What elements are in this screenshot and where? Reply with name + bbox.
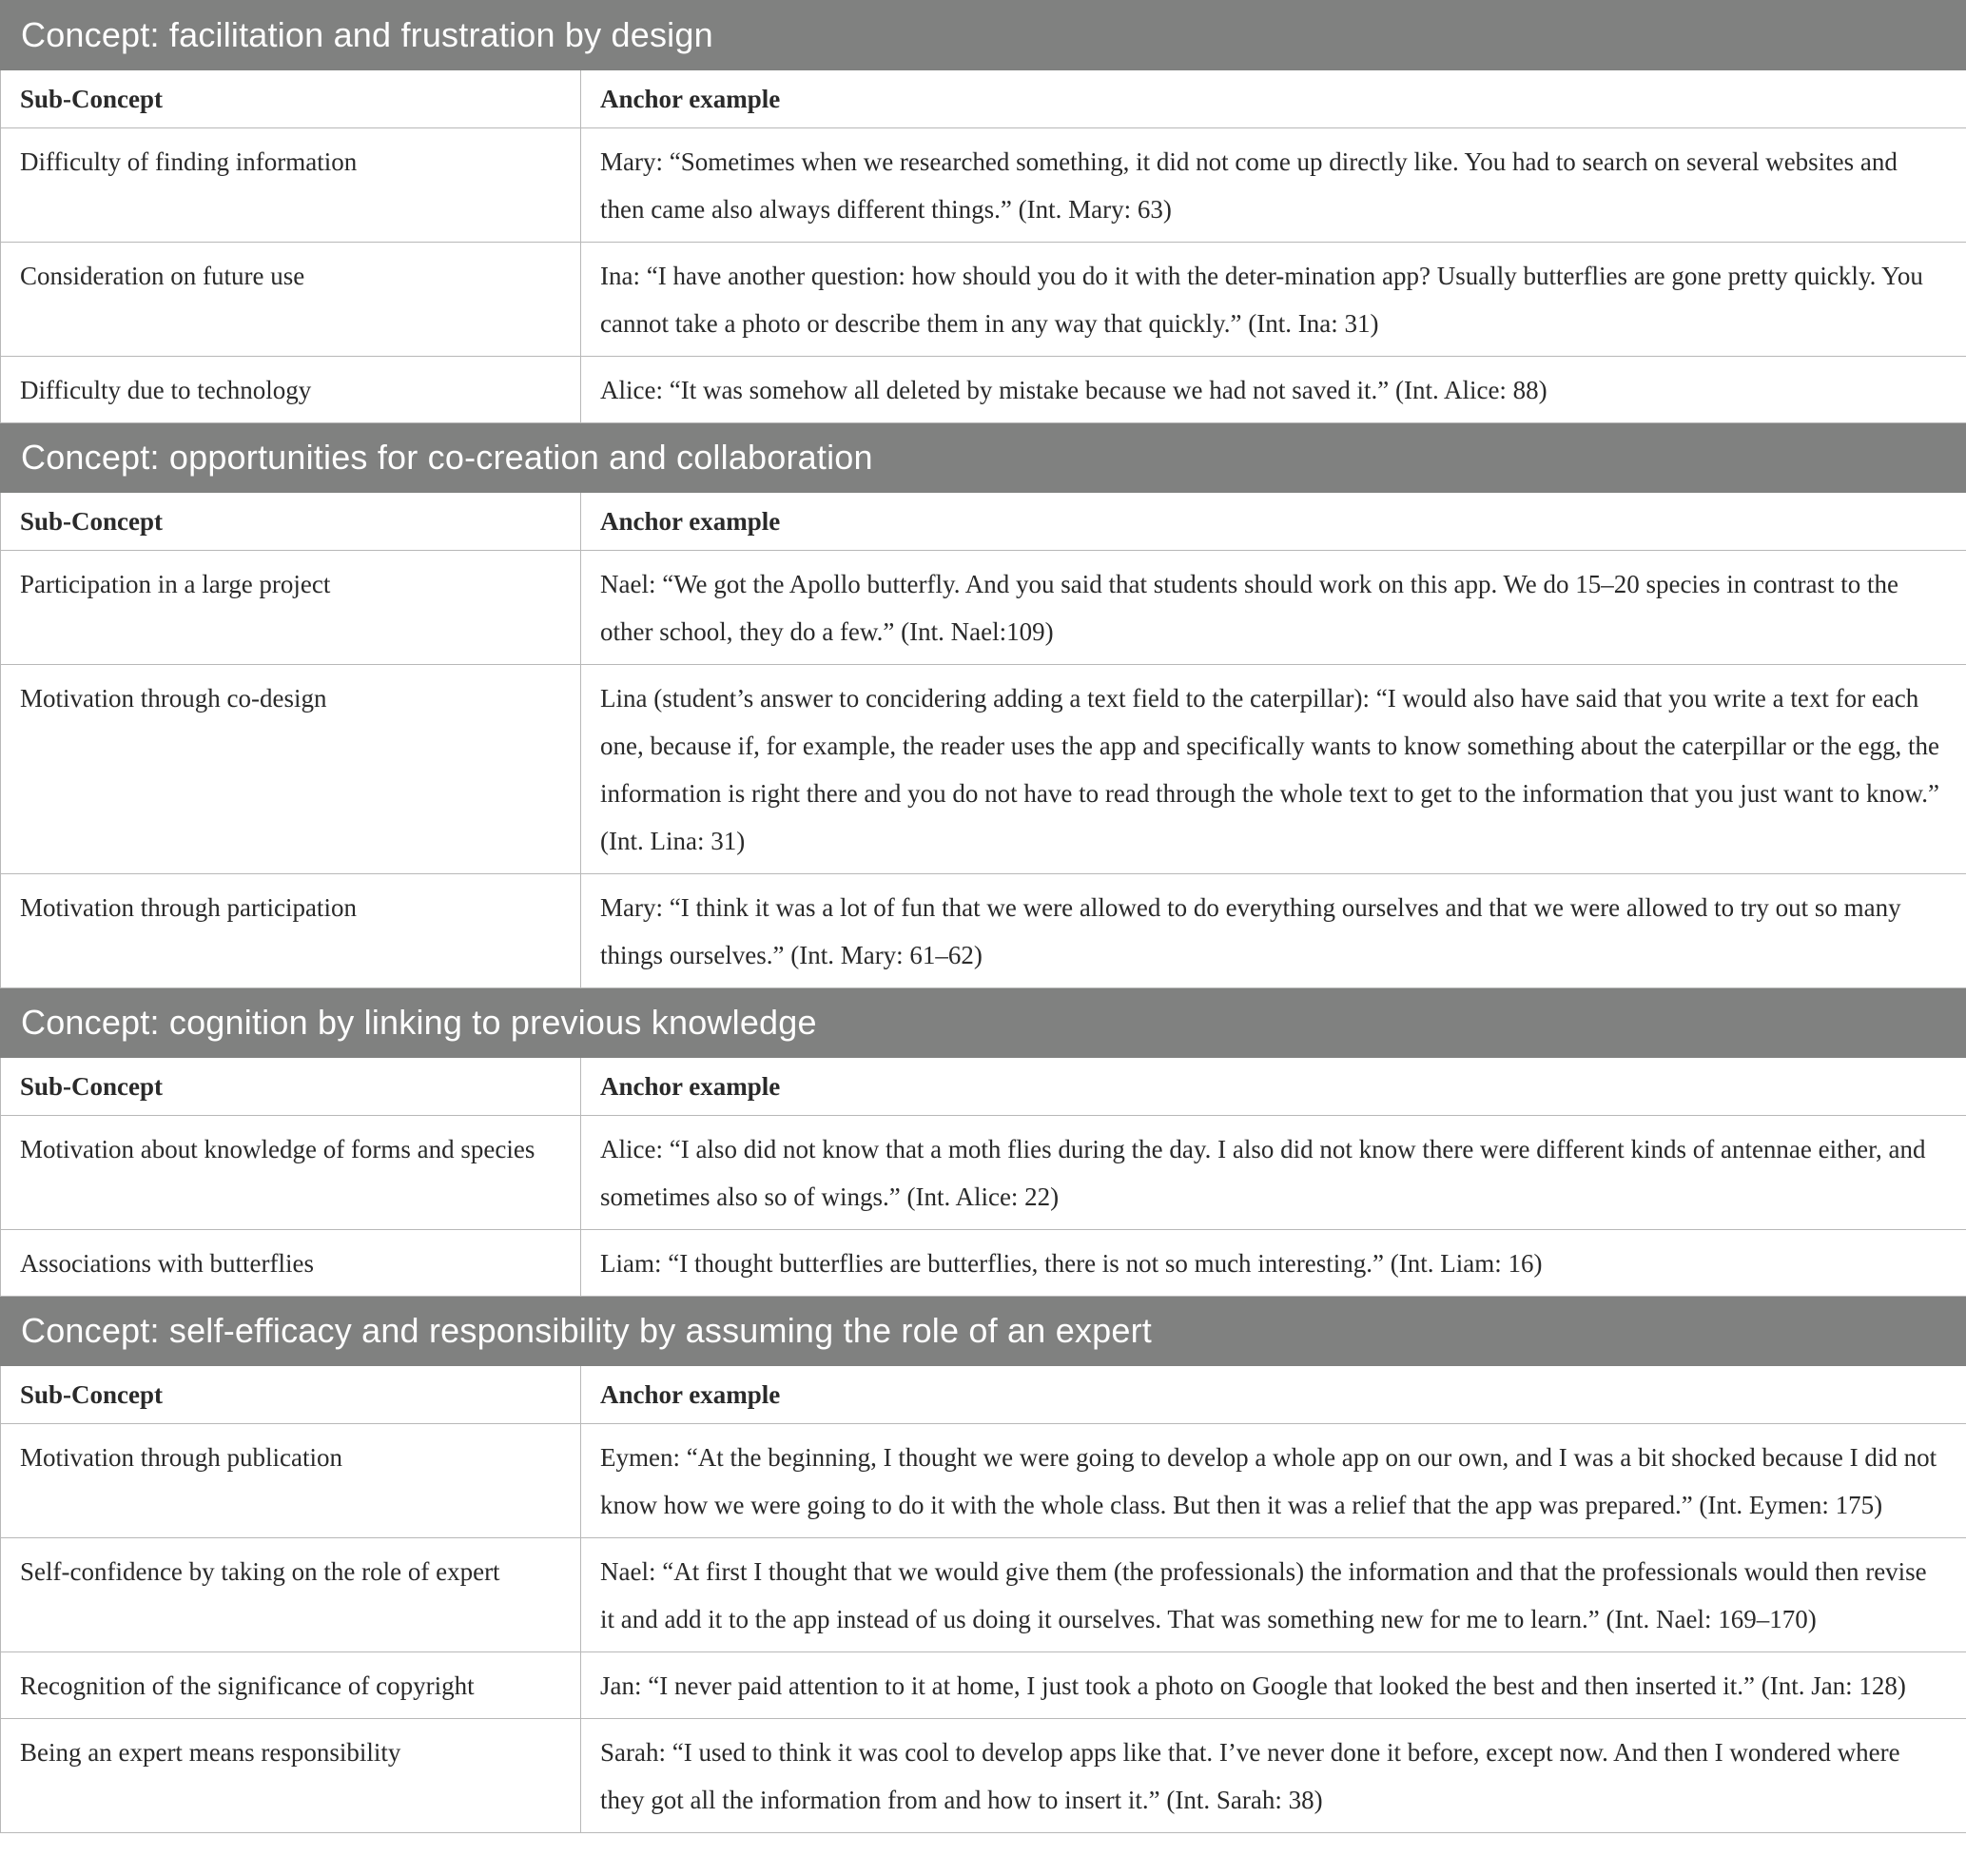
column-header-row: [1, 1058, 1966, 1116]
concept-section: [1, 423, 1966, 988]
anchor-example-cell: Alice: “It was somehow all deleted by mistake because we had not saved it.” (Int. Alice: 88): [581, 357, 1966, 423]
concept-section: [1, 988, 1966, 1297]
table-row: [1, 551, 1966, 665]
table-row: [1, 1424, 1966, 1538]
anchor-example-cell: Alice: “I also did not know that a moth flies during the day. I also did not know there were different kinds of antennae either, and sometimes also so of wings.” (Int. Alice: 22): [581, 1116, 1966, 1230]
column-header-row: [1, 1366, 1966, 1424]
anchor-example-cell: Mary: “Sometimes when we researched something, it did not come up directly like. You had to search on several websites and then came also always different things.” (Int. Mary: 63): [581, 128, 1966, 243]
concept-heading: Concept: facilitation and frustration by design: [1, 1, 1966, 70]
sub-concept-cell: Self-confidence by taking on the role of expert: [1, 1538, 581, 1652]
anchor-example-header: Anchor example: [581, 1366, 1966, 1424]
table-row: [1, 1538, 1966, 1652]
anchor-example-cell: Nael: “We got the Apollo butterfly. And you said that students should work on this app. We do 15–20 species in contrast to the other school, they do a few.” (Int. Nael:109): [581, 551, 1966, 665]
concept-heading: Concept: self-efficacy and responsibility by assuming the role of an expert: [1, 1297, 1966, 1366]
concept-section: [1, 1, 1966, 423]
sub-concept-cell: Consideration on future use: [1, 243, 581, 357]
anchor-example-header: Anchor example: [581, 70, 1966, 128]
sub-concept-cell: Difficulty due to technology: [1, 357, 581, 423]
anchor-example-cell: Mary: “I think it was a lot of fun that we were allowed to do everything ourselves and that we were allowed to try out so many things ourselves.” (Int. Mary: 61–62): [581, 874, 1966, 988]
table-row: [1, 1719, 1966, 1833]
sub-concept-header: Sub-Concept: [1, 493, 581, 551]
sub-concept-cell: Recognition of the significance of copyright: [1, 1652, 581, 1719]
table-row: [1, 874, 1966, 988]
table-row: [1, 243, 1966, 357]
concept-heading: Concept: opportunities for co-creation and collaboration: [1, 423, 1966, 493]
sub-concept-cell: Motivation through participation: [1, 874, 581, 988]
table-row: [1, 1652, 1966, 1719]
anchor-example-cell: Lina (student’s answer to concidering adding a text field to the caterpillar): “I would also have said that you write a text for each one, because if, for example, the reader uses the app and specifically wants to know something about the caterpillar or the egg, the information is right there and you do not have to read through the whole text to get to the information that you just want to know.” (Int. Lina: 31): [581, 665, 1966, 874]
anchor-example-header: Anchor example: [581, 1058, 1966, 1116]
anchor-example-header: Anchor example: [581, 493, 1966, 551]
table-row: [1, 1230, 1966, 1297]
table-row: [1, 128, 1966, 243]
concept-heading-row: [1, 423, 1966, 493]
anchor-example-cell: Eymen: “At the beginning, I thought we were going to develop a whole app on our own, and I was a bit shocked because I did not know how we were going to do it with the whole class. But then it was a relief that the app was prepared.” (Int. Eymen: 175): [581, 1424, 1966, 1538]
sub-concept-cell: Motivation about knowledge of forms and species: [1, 1116, 581, 1230]
anchor-example-cell: Sarah: “I used to think it was cool to develop apps like that. I’ve never done it before, except now. And then I wondered where they got all the information from and how to insert it.” (Int. Sarah: 38): [581, 1719, 1966, 1833]
column-header-row: [1, 70, 1966, 128]
sub-concept-cell: Being an expert means responsibility: [1, 1719, 581, 1833]
anchor-example-cell: Liam: “I thought butterflies are butterflies, there is not so much interesting.” (Int. Liam: 16): [581, 1230, 1966, 1297]
concept-heading-row: [1, 1, 1966, 70]
sub-concept-header: Sub-Concept: [1, 70, 581, 128]
concept-section: [1, 1297, 1966, 1833]
sub-concept-cell: Associations with butterflies: [1, 1230, 581, 1297]
sub-concept-header: Sub-Concept: [1, 1366, 581, 1424]
table-row: [1, 665, 1966, 874]
sub-concept-cell: Motivation through co-design: [1, 665, 581, 874]
anchor-example-cell: Jan: “I never paid attention to it at home, I just took a photo on Google that looked the best and then inserted it.” (Int. Jan: 128): [581, 1652, 1966, 1719]
anchor-example-cell: Nael: “At first I thought that we would give them (the professionals) the information and that the professionals would then revise it and add it to the app instead of us doing it ourselves. That was something new for me to learn.” (Int. Nael: 169–170): [581, 1538, 1966, 1652]
sub-concept-cell: Motivation through publication: [1, 1424, 581, 1538]
column-header-row: [1, 493, 1966, 551]
sub-concept-cell: Participation in a large project: [1, 551, 581, 665]
table-row: [1, 357, 1966, 423]
concept-heading-row: [1, 988, 1966, 1058]
sub-concept-cell: Difficulty of finding information: [1, 128, 581, 243]
table-row: [1, 1116, 1966, 1230]
concept-heading: Concept: cognition by linking to previous knowledge: [1, 988, 1966, 1058]
anchor-example-cell: Ina: “I have another question: how should you do it with the deter-mination app? Usually butterflies are gone pretty quickly. You cannot take a photo or describe them in any way that quickly.” (Int. Ina: 31): [581, 243, 1966, 357]
concept-heading-row: [1, 1297, 1966, 1366]
sub-concept-header: Sub-Concept: [1, 1058, 581, 1116]
